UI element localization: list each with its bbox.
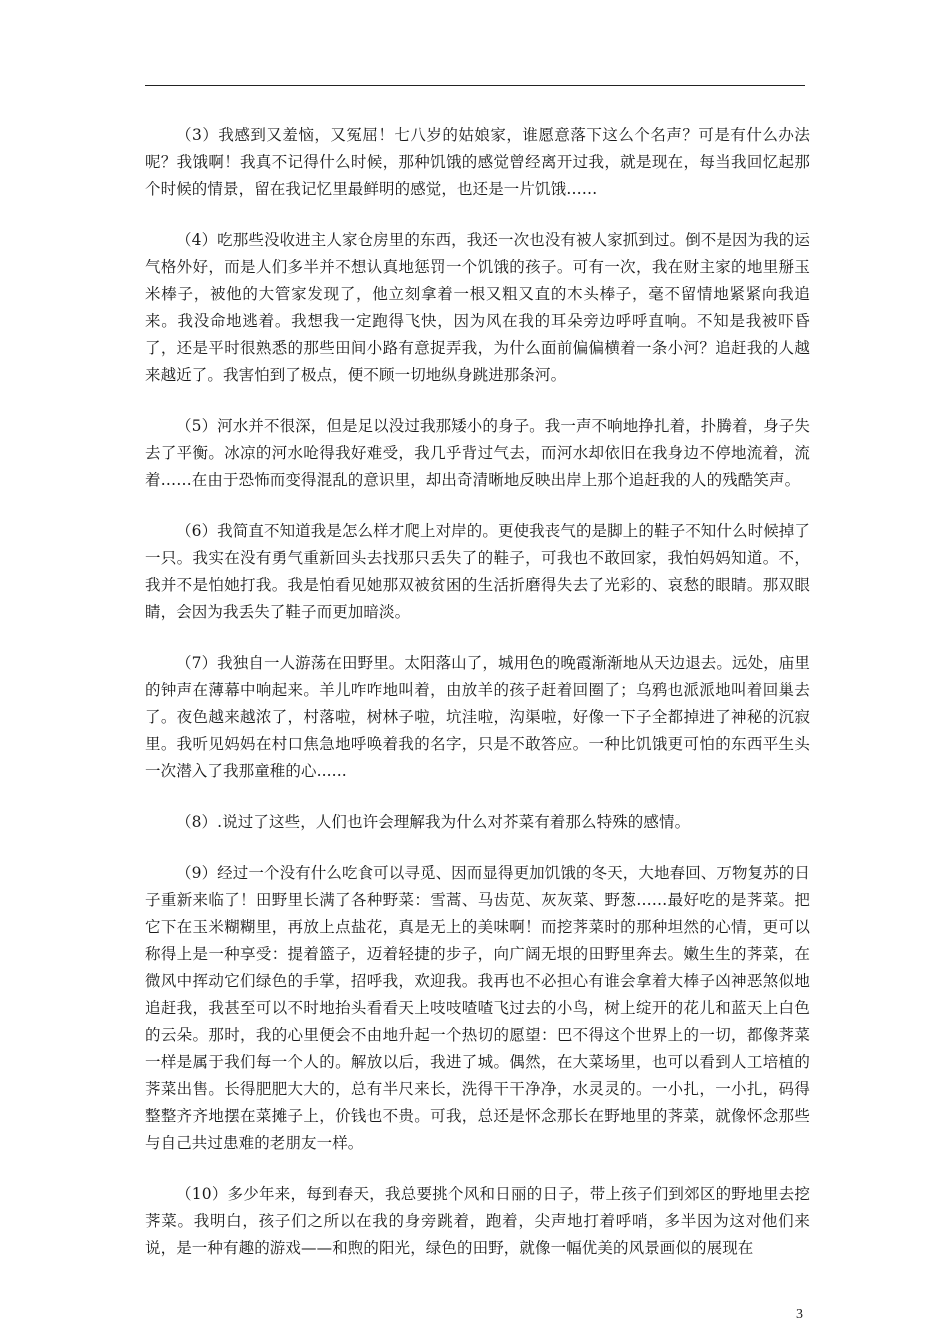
paragraph-8: （8）.说过了这些，人们也许会理解我为什么对芥菜有着那么特殊的感情。 <box>176 813 691 831</box>
paragraph-6: （6）我简直不知道我是怎么样才爬上对岸的。更使我丧气的是脚上的鞋子不知什么时候掉了一只。我实在没有勇气重新回头去找那只丢失了的鞋子，可我也不敢回家，我怕妈妈知道。不，我并不是怕她打我。我是怕看见她那双被贫困的生活折磨得失去了光彩的、哀愁的眼睛。那双眼睛，会因为我丢失了鞋子而更加暗淡。 <box>145 522 810 621</box>
paragraph-9: （9）经过一个没有什么吃食可以寻觅、因而显得更加饥饿的冬天，大地春回、万物复苏的日子重新来临了！田野里长满了各种野菜：雪蒿、马齿苋、灰灰菜、野葱……最好吃的是荠菜。把它下在玉米糊糊里，再放上点盐花，真是无上的美味啊！而挖荠菜时的那种坦然的心情，更可以称得上是一种享受：提着篮子，迈着轻捷的步子，向广阔无垠的田野里奔去。嫩生生的荠菜，在微风中挥动它们绿色的手掌，招呼我，欢迎我。我再也不必担心有谁会拿着大棒子凶神恶煞似地追赶我，我甚至可以不时地抬头看看天上吱吱喳喳飞过去的小鸟，树上绽开的花儿和蓝天上白色的云朵。那时，我的心里便会不由地升起一个热切的愿望：巴不得这个世界上的一切，都像荠菜一样是属于我们每一个人的。解放以后，我进了城。偶然，在大菜场里，也可以看到人工培植的荠菜出售。长得肥肥大大的，总有半尺来长，洗得干干净净，水灵灵的。一小扎，一小扎，码得整整齐齐地摆在菜摊子上，价钱也不贵。可我，总还是怀念那长在野地里的荠菜，就像怀念那些与自己共过患难的老朋友一样。 <box>145 864 810 1152</box>
document-body <box>145 122 810 1286</box>
page-number: 3 <box>796 1307 803 1322</box>
paragraph-7: （7）我独自一人游荡在田野里。太阳落山了，城用色的晚霞渐渐地从天边退去。远处，庙里的钟声在薄幕中响起来。羊儿咋咋地叫着，由放羊的孩子赶着回圈了；乌鸦也派派地叫着回巢去了。夜色越来越浓了，村落啦，树林子啦，坑洼啦，沟渠啦，好像一下子全都掉进了神秘的沉寂里。我听见妈妈在村口焦急地呼唤着我的名字，只是不敢答应。一种比饥饿更可怕的东西平生头一次潜入了我那童稚的心...... <box>145 654 810 780</box>
paragraph-3: （3）我感到又羞恼，又冤屈！七八岁的姑娘家，谁愿意落下这么个名声？可是有什么办法呢？我饿啊！我真不记得什么时候，那种饥饿的感觉曾经离开过我，就是现在，每当我回忆起那个时候的情景，留在我记忆里最鲜明的感觉，也还是一片饥饿…… <box>145 126 810 198</box>
paragraph-4: （4）吃那些没收进主人家仓房里的东西，我还一次也没有被人家抓到过。倒不是因为我的运气格外好，而是人们多半并不想认真地惩罚一个饥饿的孩子。可有一次，我在财主家的地里掰玉米棒子，被他的大管家发现了，他立刻拿着一根又粗又直的木头棒子，毫不留情地紧紧向我追来。我没命地逃着。我想我一定跑得飞快，因为风在我的耳朵旁边呼呼直响。不知是我被吓昏了，还是平时很熟悉的那些田间小路有意捉弄我，为什么面前偏偏横着一条小河？追赶我的人越来越近了。我害怕到了极点，便不顾一切地纵身跳进那条河。 <box>145 231 810 384</box>
paragraph-5: （5）河水并不很深，但是足以没过我那矮小的身子。我一声不响地挣扎着，扑腾着，身子失去了平衡。冰凉的河水呛得我好难受，我几乎背过气去，而河水却依旧在我身边不停地流着，流着……在由于恐怖而变得混乱的意识里，却出奇清晰地反映出岸上那个追赶我的人的残酷笑声。 <box>145 417 810 489</box>
header-rule <box>145 85 805 86</box>
paragraph-10: （10）多少年来，每到春天，我总要挑个风和日丽的日子，带上孩子们到郊区的野地里去挖荠菜。我明白，孩子们之所以在我的身旁跳着，跑着，尖声地打着呼哨，多半因为这对他们来说，是一种有趣的游戏——和煦的阳光，绿色的田野，就像一幅优美的风景画似的展现在 <box>145 1185 810 1257</box>
